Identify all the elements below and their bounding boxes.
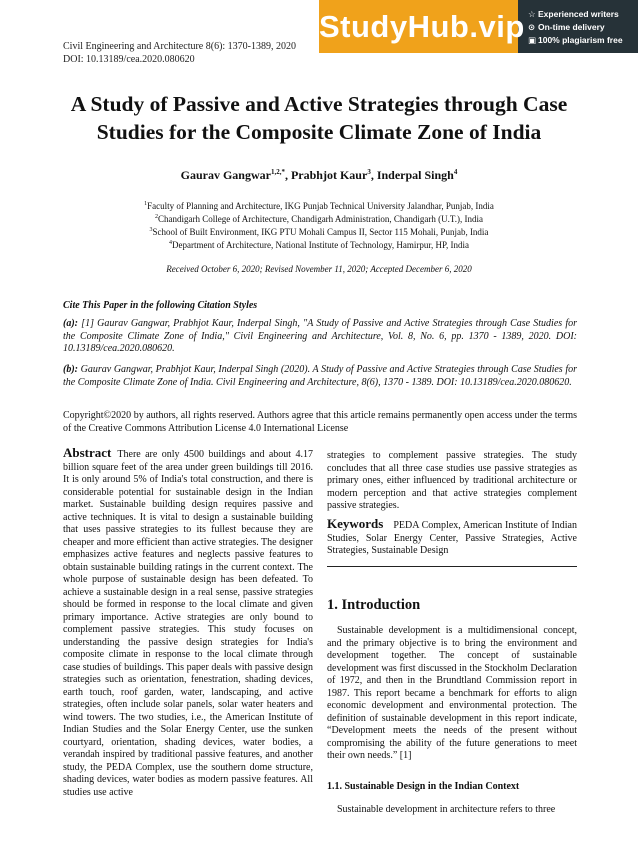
perk-ontime: ⊙ On-time delivery bbox=[528, 22, 605, 32]
affiliation: $^2$Chandigarh College of Architecture, Chandigarh Administration, Chandigarh (U.T.), India bbox=[154, 214, 483, 224]
affiliation: $^4$Department of Architecture, National Institute of Technology, Hamirpur, HP, India bbox=[169, 240, 469, 250]
received-dates: Received October 6, 2020; Revised November 11, 2020; Accepted December 6, 2020 bbox=[166, 264, 472, 274]
subsection-body: Sustainable development in architecture refers to three bbox=[337, 804, 556, 815]
author-list: Gaurav Gangwar$^{1,2,*}$, Prabhjot Kaur$^3$, Inderpal Singh$^4$ bbox=[180, 168, 458, 182]
author-name: Inderpal Singh bbox=[376, 168, 454, 182]
paper-title: A Study of Passive and Active Strategies through Case Studies for the Composite Climate Zone of India bbox=[70, 92, 568, 144]
journal-doi: DOI: 10.13189/cea.2020.080620 bbox=[63, 54, 195, 65]
document-check-icon: ▣ bbox=[528, 35, 537, 45]
abstract-continued: strategies to complement passive strategies. The study concludes that all three case studies use passive strategies as primary ones, either influenced by traditional architecture or modern perception and that active strategies complement passive strategies. bbox=[327, 450, 577, 511]
studyhub-banner[interactable] bbox=[319, 0, 638, 53]
section-divider bbox=[327, 566, 577, 567]
keywords-heading: Keywords bbox=[327, 516, 384, 531]
journal-citation: Civil Engineering and Architecture 8(6): 1370-1389, 2020 bbox=[63, 41, 297, 52]
abstract-text: There are only 4500 buildings and about 4.17 billion square feet of the area under green buildings till 2016. It is only around 5% of India's total construction, and there is considerable potential for sustainable design in the Indian market. Sustainable building design requires passive and active techniques. It is vital to design a sustainable building that uses passive strategies to its fullest because they are cheaper and more efficient than active strategies. The designer emphasizes active features and neglects passive features to obtain sustainable building ratings in the current context. The whole purpose of sustainable design has been defeated. To achieve a sustainable design in a real sense, passive strategies should be formed in response to the local climate and given primary importance. Active strategies are only bound to complement passive strategies. This study focuses on understanding the passive design strategies for India's composite climate in response to the local climate through case studies of buildings. This paper deals with passive design strategies such as orientation, fenestration, shading devices, earth touch, roof garden, water, landscaping, and active strategies, often include solar panels, solar water heaters and wind towers. The two studies, i.e., the American Institute of Indian Studies and the Solar Energy Center, use the sunken courtyard, orientation, shading devices, water bodies, a verandah inspired by traditional passive features, and another study, the PEDA Complex, use the southern dome structure, shading devices, water bodies as modern passive features. All studies use active bbox=[63, 449, 313, 798]
introduction-heading: 1. Introduction bbox=[327, 597, 421, 613]
clock-icon: ⊙ bbox=[528, 22, 536, 32]
affiliation: $^1$Faculty of Planning and Architecture, IKG Punjab Technical University Jalandhar, Punjab, India bbox=[144, 201, 494, 211]
citation-a: (a): [1] Gaurav Gangwar, Prabhjot Kaur, Inderpal Singh, "A Study of Passive and Active Strategies through Case Studies for the Composite Climate Zone of India," Civil Engineering and Architecture, Vol. 8, No. 6, pp. 1370 - 1389, 2020. DOI: 10.13189/cea.2020.080620. bbox=[63, 318, 578, 354]
banner-perks bbox=[528, 8, 623, 47]
star-icon: ☆ bbox=[528, 9, 536, 19]
keywords-text: PEDA Complex, American Institute of Indian Studies, Solar Energy Center, Passive Strategies, Active Strategies, Sustainable Design bbox=[327, 520, 577, 556]
author-name: Prabhjot Kaur bbox=[290, 168, 368, 182]
keywords bbox=[327, 518, 577, 558]
copyright-notice: Copyright©2020 by authors, all rights reserved. Authors agree that this article remains permanently open access under the terms of the Creative Commons Attribution License 4.0 International License bbox=[63, 410, 577, 434]
perk-plagiarism: ▣ 100% plagiarism free bbox=[528, 35, 623, 45]
perk-experienced: ☆ Experienced writers bbox=[528, 9, 619, 19]
subsection-heading: 1.1. Sustainable Design in the Indian Context bbox=[327, 781, 520, 792]
abstract-heading: Abstract bbox=[63, 445, 112, 460]
affiliation: $^3$School of Built Environment, IKG PTU Mohali Campus II, Sector 115 Mohali, Punjab, India bbox=[149, 227, 489, 237]
studyhub-logo[interactable]: StudyHub.vip bbox=[319, 0, 518, 53]
cite-heading: Cite This Paper in the following Citation Styles bbox=[63, 300, 258, 311]
introduction-body: Sustainable development is a multidimensional concept, and the primary objective is to bring the environment and development together. The concept of sustainable development was first discussed in the Stockholm Declaration of 1972, and then in the Brundtland Commission report in 1987. This report became a benchmark for efforts to align economic development and environmental protection. The definition of sustainable development in this report indicate, “Development meets the needs of the present without compromising the ability of the future generations to meet their own needs.” [1] bbox=[327, 625, 577, 761]
affiliations bbox=[40, 199, 598, 251]
abstract bbox=[63, 447, 313, 799]
author-name: Gaurav Gangwar bbox=[180, 168, 271, 182]
journal-info bbox=[63, 40, 296, 66]
citation-b: (b): Gaurav Gangwar, Prabhjot Kaur, Inderpal Singh (2020). A Study of Passive and Active Strategies through Case Studies for the Composite Climate Zone of India. Civil Engineering and Architecture, 8(6), 1370 - 1389. DOI: 10.13189/cea.2020.080620. bbox=[63, 364, 577, 388]
